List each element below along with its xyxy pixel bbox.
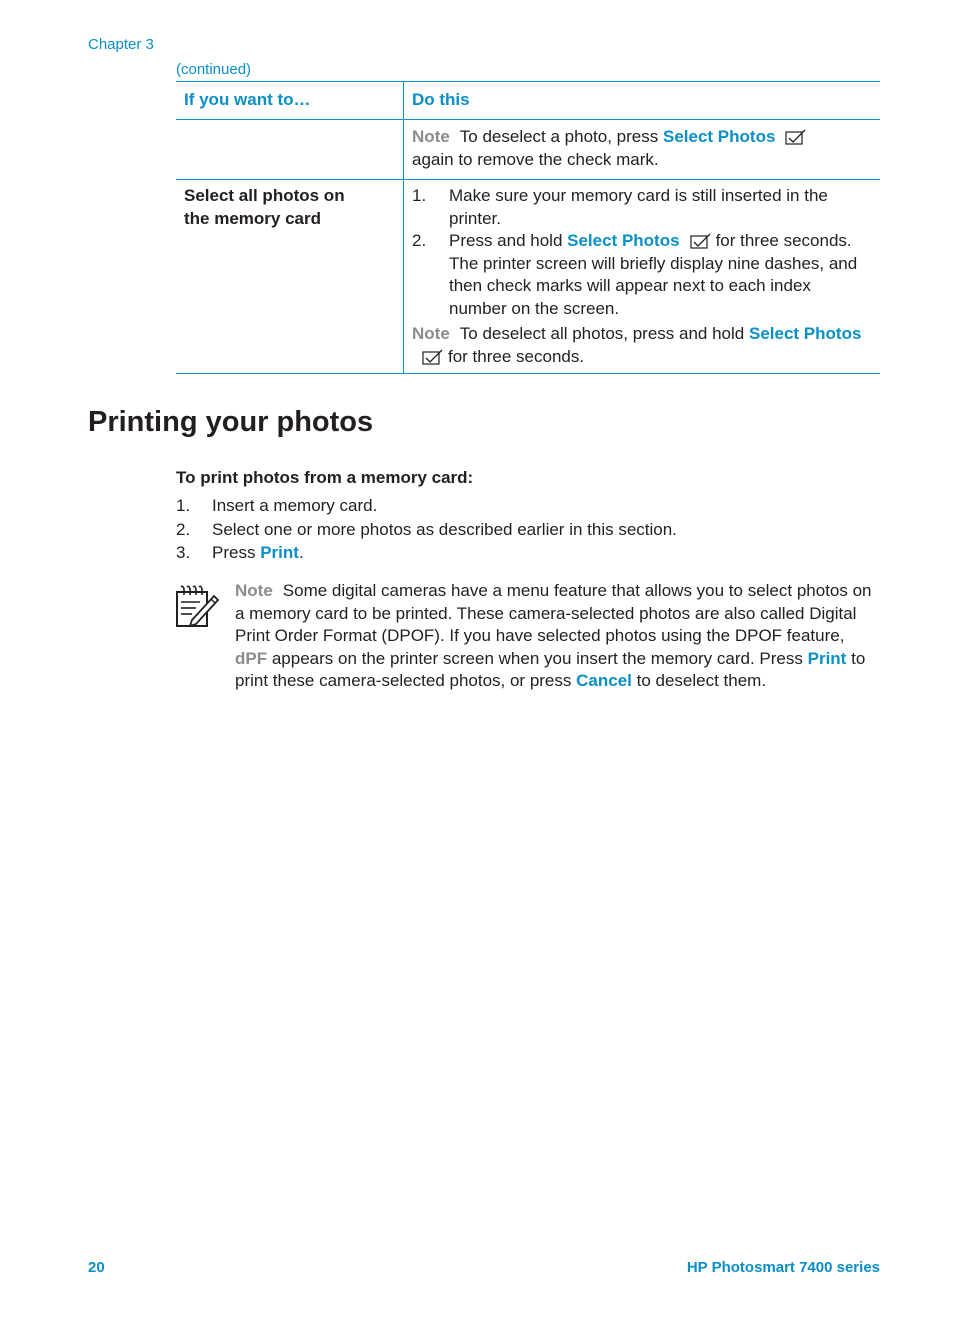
list-item [176, 518, 880, 542]
print-button-name: Print [260, 543, 299, 562]
note-pad-icon [174, 584, 220, 630]
column-header-task: If you want to… [176, 82, 404, 120]
task-cell: Select all photos on the memory card [176, 180, 404, 374]
note-label: Note [235, 581, 273, 600]
step-text: Press and hold [449, 231, 563, 250]
note-text: To deselect a photo, press [459, 127, 659, 146]
checkmark-icon [422, 349, 444, 365]
note-label: Note [412, 324, 450, 343]
column-header-action: Do this [412, 90, 470, 109]
note-text: To deselect all photos, press and hold [459, 324, 745, 343]
action-cell [404, 180, 881, 374]
steps-list [412, 185, 872, 320]
step-number: 3. [176, 543, 191, 562]
step-text: Select one or more photos as described earlier in this section. [212, 519, 677, 539]
section-title: Printing your photos [88, 406, 374, 438]
note-text: to deselect them. [636, 671, 767, 690]
note-text: to print these camera-selected photos, or press [235, 648, 866, 690]
dpf-indicator: dPF [235, 648, 268, 668]
procedure-title: To print photos from a memory card: [176, 468, 474, 487]
checkmark-icon [785, 129, 807, 145]
chapter-label: Chapter 3 [88, 36, 154, 53]
note-text: appears on the printer screen when you insert the memory card. Press [271, 648, 803, 668]
step-text: for three seconds. The printer screen will briefly display nine dashes, and then check marks will appear next to each index number on the screen. [449, 231, 858, 318]
step-number: 2. [412, 231, 427, 250]
note-text-cont: again to remove the check mark. [412, 149, 659, 169]
action-cell [404, 120, 881, 180]
select-photos-button-name: Select Photos [748, 324, 862, 343]
procedure-steps [176, 494, 880, 565]
list-item [412, 230, 872, 320]
note-text: Some digital cameras have a menu feature that allows you to select photos on a memory card to be printed. These camera-selected photos are also called Digital Print Order Format (DPOF). If you have selected photos using the DPOF feature, [235, 581, 872, 645]
cancel-button-name: Cancel [576, 671, 632, 690]
step-text: Insert a memory card. [212, 496, 378, 515]
checkmark-icon [690, 233, 712, 249]
step-text: Make sure your memory card is still inserted in the printer. [449, 186, 828, 228]
print-button-name: Print [807, 648, 847, 668]
table-row [176, 120, 880, 180]
select-photos-button-name: Select Photos [662, 127, 776, 146]
step-number: 1. [176, 496, 191, 515]
step-text: Press [212, 543, 256, 562]
table-row [176, 180, 880, 374]
step-text: . [298, 543, 304, 562]
page-number: 20 [88, 1259, 105, 1276]
step-number: 2. [176, 519, 191, 539]
note-block [412, 323, 872, 368]
note-text: for three seconds. [448, 346, 585, 366]
task-cell-empty [176, 120, 404, 180]
list-item [176, 541, 880, 565]
step-number: 1. [412, 186, 427, 205]
select-photos-button-name: Select Photos [567, 231, 680, 250]
instructions-table [176, 81, 880, 374]
note-paragraph [235, 580, 875, 693]
list-item [176, 494, 880, 518]
continued-label: (continued) [176, 61, 252, 78]
list-item [412, 185, 872, 230]
product-name: HP Photosmart 7400 series [686, 1259, 880, 1276]
note-label: Note [412, 127, 450, 146]
table-header-row [176, 82, 880, 120]
